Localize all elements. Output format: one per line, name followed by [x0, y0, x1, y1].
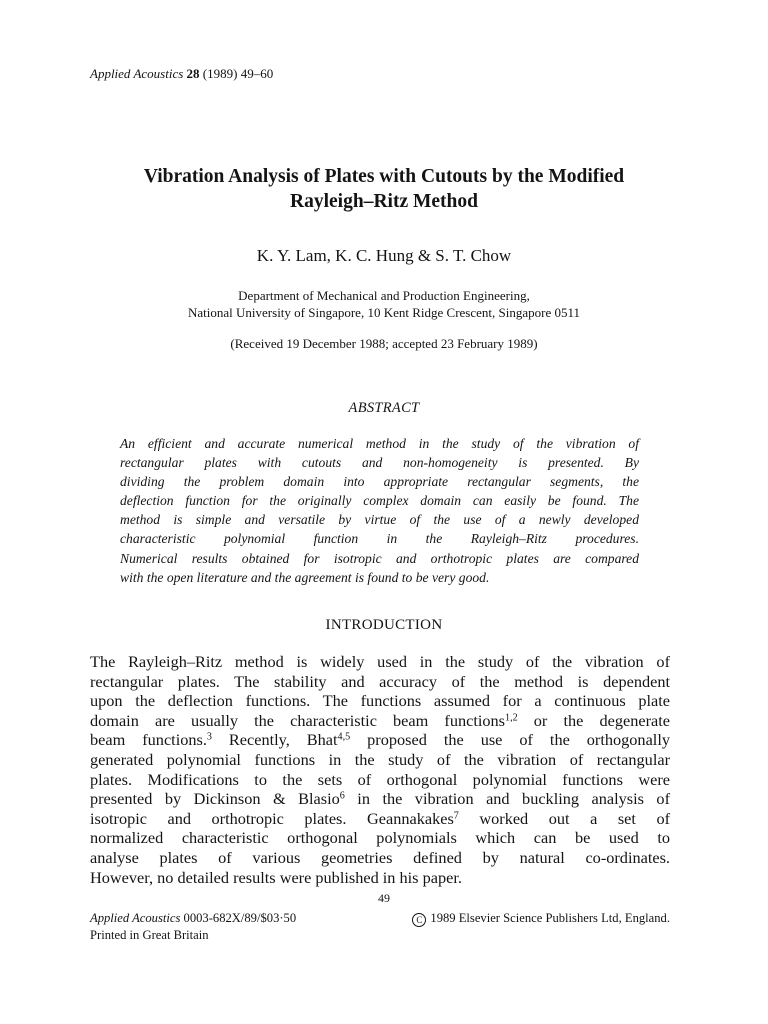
journal-citation	[90, 66, 273, 82]
body-line	[90, 789, 670, 809]
reference-superscript: 3	[206, 731, 212, 743]
publication-footer	[90, 910, 670, 943]
abstract-line: deflection function for the originally complex domain can easily be found. The	[120, 493, 639, 509]
body-line: The Rayleigh–Ritz method is widely used in the study of the vibration of	[90, 652, 670, 671]
reference-superscript: 7	[453, 810, 459, 822]
footer-journal-code	[90, 910, 296, 927]
body-line: generated polynomial functions in the study of the vibration of rectangular	[90, 749, 670, 769]
body-line: analyse plates of various geometries defined by natural co-ordinates.	[90, 847, 670, 867]
author-list: K. Y. Lam, K. C. Hung & S. T. Chow	[256, 246, 512, 265]
body-line: However, no detailed results were published in his paper.	[90, 867, 462, 887]
abstract-line: characteristic polynomial function in the Rayleigh–Ritz procedures.	[120, 531, 639, 547]
body-line	[90, 730, 670, 750]
abstract-line: with the open literature and the agreement is found to be very good.	[120, 569, 490, 585]
footer-copyright	[406, 910, 670, 927]
body-text-segment: proposed the use of the orthogonally	[350, 730, 670, 750]
introduction-heading: INTRODUCTION	[325, 617, 443, 633]
footer-printed: Printed in Great Britain	[90, 928, 209, 942]
reference-superscript: 1,2	[505, 712, 518, 724]
affiliation-line-1: Department of Mechanical and Production Engineering,	[238, 288, 530, 303]
abstract-line: An efficient and accurate numerical method in the study of the vibration of	[120, 436, 639, 451]
copyright-icon: C	[412, 913, 426, 927]
body-line	[90, 711, 670, 731]
body-text-segment: presented by Dickinson & Blasio	[90, 789, 340, 809]
footer-publisher: 1989 Elsevier Science Publishers Ltd, England.	[430, 911, 670, 925]
body-line: normalized characteristic orthogonal polynomials which can be used to	[90, 828, 670, 848]
abstract-heading: ABSTRACT	[348, 400, 420, 416]
reference-superscript: 6	[339, 790, 345, 802]
body-text-segment: worked out a set of	[458, 808, 671, 828]
paper-title	[60, 164, 708, 214]
abstract-line: rectangular plates with cutouts and non-homogeneity is presented. By	[120, 455, 639, 471]
abstract-line: dividing the problem domain into appropriate rectangular segments, the	[120, 474, 639, 490]
body-text-segment: in the vibration and buckling analysis of	[344, 789, 670, 809]
received-dates: (Received 19 December 1988; accepted 23 February 1989)	[230, 336, 538, 351]
body-text-segment: isotropic and orthotropic plates. Geannakakes	[90, 808, 454, 828]
reference-superscript: 4,5	[337, 731, 351, 743]
abstract-line: method is simple and versatile by virtue of the use of a newly developed	[120, 512, 639, 528]
citation-journal: Applied Acoustics	[90, 66, 184, 81]
body-text-segment: or the degenerate	[517, 710, 670, 730]
citation-year-pages: (1989) 49–60	[202, 66, 274, 81]
body-line	[90, 809, 670, 829]
page-number: 49	[378, 891, 390, 905]
citation-volume: 28	[186, 66, 200, 81]
body-line: rectangular plates. The stability and accuracy of the method is dependent	[90, 671, 670, 691]
abstract-line: Numerical results obtained for isotropic and orthotropic plates are compared	[120, 550, 639, 566]
body-text-segment: beam functions.	[90, 730, 207, 750]
title-line-2: Rayleigh–Ritz Method	[290, 191, 478, 212]
title-line-1: Vibration Analysis of Plates with Cutouts by the Modified	[143, 166, 625, 187]
body-text-segment: domain are usually the characteristic beam functions	[90, 710, 506, 730]
affiliation-line-2: National University of Singapore, 10 Kent Ridge Crescent, Singapore 0511	[188, 305, 580, 320]
abstract-body	[120, 434, 639, 587]
affiliation	[0, 287, 768, 321]
footer-journal: Applied Acoustics	[90, 911, 181, 925]
footer-code: 0003-682X/89/$03·50	[183, 911, 297, 925]
body-line: upon the deflection functions. The functions assumed for a continuous plate	[90, 691, 670, 711]
body-line: plates. Modifications to the sets of orthogonal polynomial functions were	[90, 769, 670, 789]
introduction-body	[90, 652, 670, 887]
footer-line-1	[90, 910, 670, 927]
body-text-segment: Recently, Bhat	[211, 730, 338, 750]
